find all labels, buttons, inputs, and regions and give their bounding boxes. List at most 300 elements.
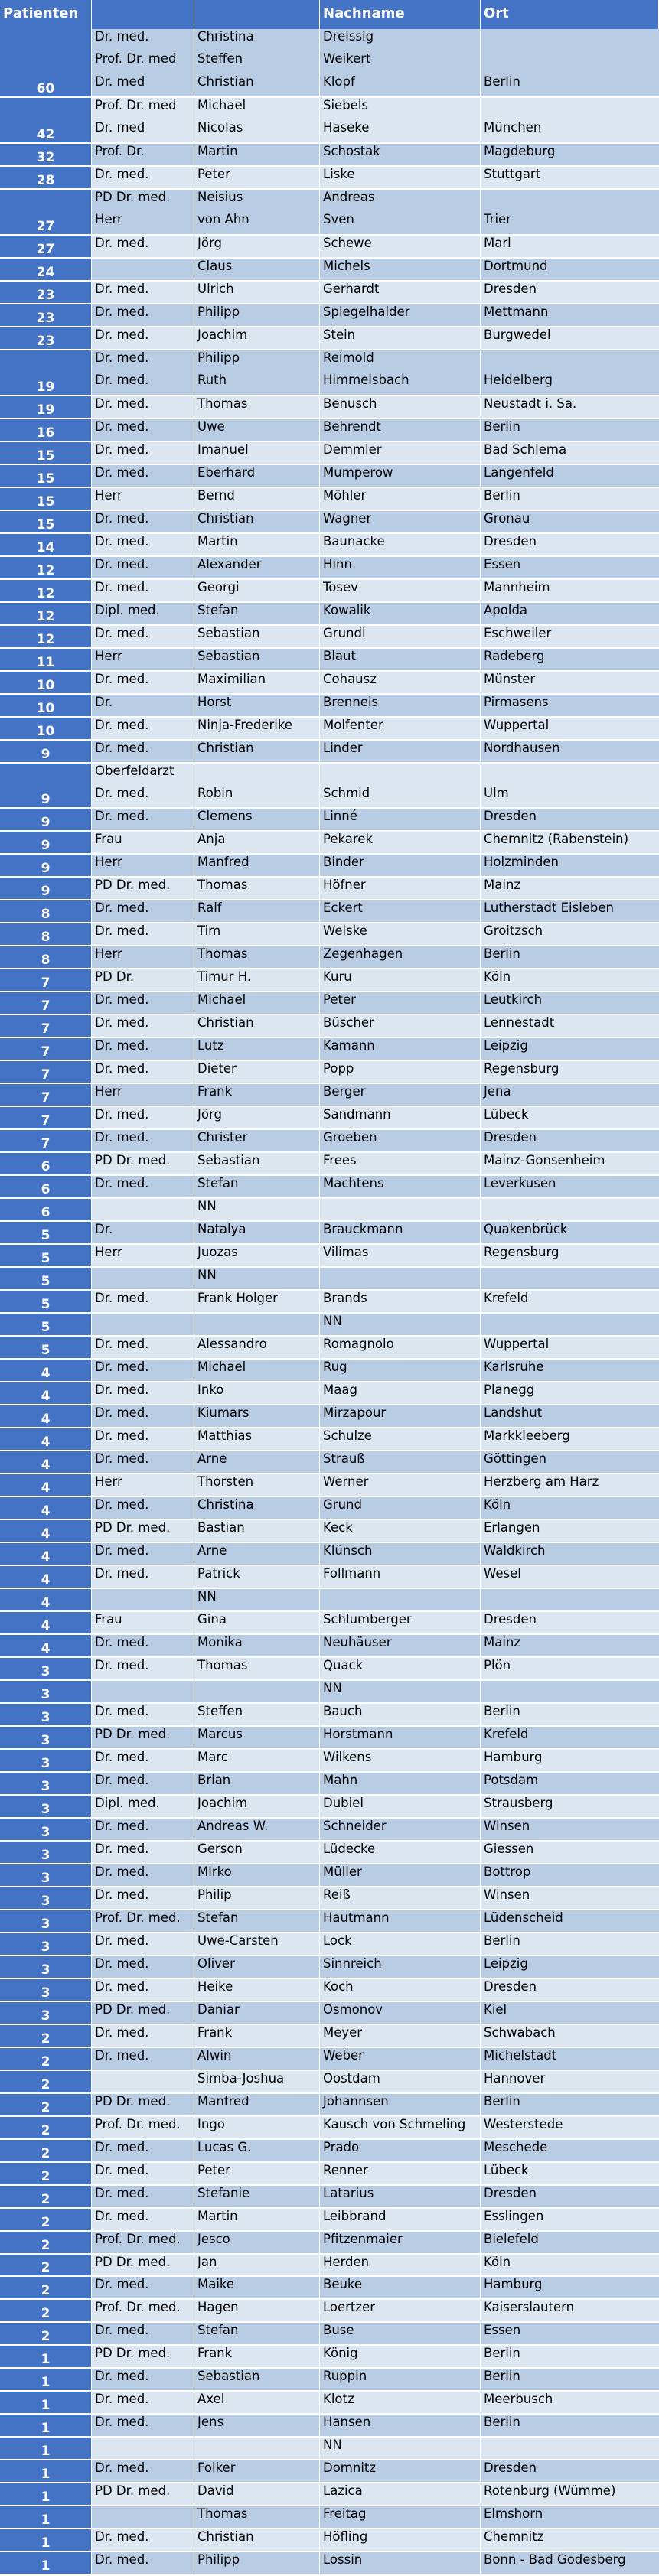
last-name-cell bbox=[320, 1543, 481, 1565]
last-name-text: Sandmann bbox=[323, 1107, 391, 1122]
city-cell bbox=[481, 2140, 659, 2161]
title-cell bbox=[92, 350, 194, 395]
table-header bbox=[0, 0, 659, 29]
city-cell bbox=[481, 1107, 659, 1128]
title-cell bbox=[92, 396, 194, 418]
city-text: Bielefeld bbox=[484, 2231, 539, 2246]
table-row bbox=[0, 557, 659, 580]
title-cell bbox=[92, 1222, 194, 1243]
title-cell bbox=[92, 741, 194, 762]
city-text: Hamburg bbox=[484, 1749, 543, 1764]
first-name-cell bbox=[194, 741, 320, 762]
first-name-text: Sebastian bbox=[197, 625, 260, 640]
city-cell bbox=[481, 900, 659, 922]
title-cell bbox=[92, 282, 194, 303]
title-text: PD Dr. med. bbox=[95, 189, 171, 204]
city-cell bbox=[481, 1428, 659, 1450]
table-row bbox=[0, 695, 659, 718]
last-name-text: Berger bbox=[323, 1084, 366, 1099]
city-text: Bonn - Bad Godesberg bbox=[484, 2552, 626, 2568]
title-cell bbox=[92, 649, 194, 670]
last-name-cell bbox=[320, 1314, 481, 1335]
first-name-text: Ulrich bbox=[197, 281, 234, 296]
first-name-cell bbox=[194, 1933, 320, 1955]
table-row bbox=[0, 1245, 659, 1268]
last-name-text: Hinn bbox=[323, 556, 352, 572]
table-row bbox=[0, 1360, 659, 1382]
city-text: Markkleeberg bbox=[484, 1428, 570, 1444]
table-row bbox=[0, 1842, 659, 1864]
last-name-cell bbox=[320, 442, 481, 464]
first-name-text: Sebastian bbox=[197, 1153, 260, 1168]
table-row bbox=[0, 1543, 659, 1566]
city-cell bbox=[481, 603, 659, 624]
city-cell bbox=[481, 2094, 659, 2115]
last-name-text: Lüdecke bbox=[323, 1841, 376, 1856]
title-text: Dr. med. bbox=[95, 396, 149, 411]
city-cell bbox=[481, 2369, 659, 2390]
last-name-text: Müller bbox=[323, 1864, 362, 1879]
city-text: Göttingen bbox=[484, 1451, 546, 1467]
title-cell bbox=[92, 1084, 194, 1106]
first-name-cell bbox=[194, 2552, 320, 2574]
last-name-cell bbox=[320, 969, 481, 991]
patient-count: 7 bbox=[0, 1130, 92, 1151]
patient-count: 5 bbox=[0, 1291, 92, 1312]
city-text: Kaiserslautern bbox=[484, 2300, 575, 2315]
city-text: Leutkirch bbox=[484, 992, 543, 1008]
table-row bbox=[0, 1451, 659, 1474]
last-name-cell bbox=[320, 2369, 481, 2390]
table-row bbox=[0, 304, 659, 327]
first-name-text: Heike bbox=[197, 1978, 233, 1994]
title-cell bbox=[92, 580, 194, 601]
first-name-text: Eberhard bbox=[197, 464, 256, 480]
first-name-cell bbox=[194, 167, 320, 188]
table-row bbox=[0, 2025, 659, 2048]
last-name-cell bbox=[320, 809, 481, 830]
patient-count: 2 bbox=[0, 2186, 92, 2207]
last-name-text: Quack bbox=[323, 1657, 364, 1672]
first-name-text: Arne bbox=[197, 1451, 227, 1467]
first-name-text: Horst bbox=[197, 694, 232, 709]
table-row bbox=[0, 1773, 659, 1796]
title-cell bbox=[92, 1382, 194, 1404]
last-name-text: Schewe bbox=[323, 235, 372, 250]
city-text: Apolda bbox=[484, 602, 528, 617]
header-nachname: Nachname bbox=[320, 0, 481, 29]
last-name-text: Stein bbox=[323, 327, 356, 342]
last-name-text: Dreissig bbox=[323, 29, 374, 44]
title-text: Herr bbox=[95, 487, 122, 503]
table-row bbox=[0, 465, 659, 488]
first-name-cell bbox=[194, 1819, 320, 1840]
table-row bbox=[0, 2415, 659, 2438]
last-name-text: Wagner bbox=[323, 510, 372, 526]
table-row bbox=[0, 1864, 659, 1887]
table-row bbox=[0, 718, 659, 741]
first-name-text: Peter bbox=[197, 2162, 230, 2177]
first-name-text: Martin bbox=[197, 143, 238, 158]
first-name-cell bbox=[194, 2048, 320, 2070]
last-name-text: Klünsch bbox=[323, 1542, 373, 1558]
first-name-text: Ninja-Frederike bbox=[197, 717, 293, 732]
first-name-text: Martin bbox=[197, 2208, 238, 2223]
last-name-text: Weiske bbox=[323, 923, 367, 939]
city-text: Hannover bbox=[484, 2070, 546, 2086]
first-name-cell bbox=[194, 1658, 320, 1679]
last-name-cell bbox=[320, 2323, 481, 2344]
first-name-cell bbox=[194, 144, 320, 165]
last-name-text: Grund bbox=[323, 1497, 362, 1513]
city-text: Bottrop bbox=[484, 1864, 531, 1879]
last-name-cell bbox=[320, 855, 481, 876]
table-row bbox=[0, 1061, 659, 1084]
patient-count: 1 bbox=[0, 2369, 92, 2390]
title-text: Dipl. med. bbox=[95, 1795, 160, 1810]
last-name-cell bbox=[320, 2277, 481, 2298]
first-name-cell bbox=[194, 2071, 320, 2092]
city-cell bbox=[481, 855, 659, 876]
title-cell bbox=[92, 2483, 194, 2505]
first-name-cell bbox=[194, 1061, 320, 1083]
last-name-cell bbox=[320, 2438, 481, 2459]
table-row bbox=[0, 2438, 659, 2460]
first-name-cell bbox=[194, 190, 320, 234]
first-name-text: Alessandro bbox=[197, 1337, 267, 1352]
patient-count: 7 bbox=[0, 1061, 92, 1083]
table-row bbox=[0, 2002, 659, 2025]
last-name-text: Vilimas bbox=[323, 1245, 369, 1260]
patient-count: 5 bbox=[0, 1314, 92, 1335]
last-name-text bbox=[323, 764, 477, 786]
city-cell bbox=[481, 649, 659, 670]
title-text: Dr. med. bbox=[95, 29, 149, 44]
last-name-text: Kuru bbox=[323, 969, 352, 985]
title-cell bbox=[92, 2094, 194, 2115]
city-text: Magdeburg bbox=[484, 143, 556, 158]
last-name-cell bbox=[320, 327, 481, 349]
city-cell bbox=[481, 672, 659, 693]
city-text: Planegg bbox=[484, 1382, 535, 1398]
first-name-text: Bernd bbox=[197, 487, 235, 503]
first-name-cell bbox=[194, 419, 320, 441]
first-name-cell bbox=[194, 1681, 320, 1702]
patient-count: 12 bbox=[0, 626, 92, 647]
city-cell bbox=[481, 488, 659, 510]
first-name-cell bbox=[194, 2209, 320, 2230]
patient-count: 2 bbox=[0, 2140, 92, 2161]
last-name-text: Bauch bbox=[323, 1703, 363, 1718]
title-text: Dr. med. bbox=[95, 533, 149, 549]
title-text bbox=[95, 2071, 191, 2092]
patient-count: 2 bbox=[0, 2117, 92, 2138]
table-row bbox=[0, 259, 659, 282]
first-name-cell bbox=[194, 1796, 320, 1817]
first-name-text: Thomas bbox=[197, 396, 248, 411]
first-name-text: Natalya bbox=[197, 1222, 246, 1237]
title-cell bbox=[92, 2529, 194, 2551]
city-cell bbox=[481, 2163, 659, 2184]
first-name-cell bbox=[194, 718, 320, 739]
city-text: Mainz-Gonsenheim bbox=[484, 1153, 605, 1168]
first-name-text: Mirko bbox=[197, 1864, 232, 1879]
city-text: Radeberg bbox=[484, 648, 545, 663]
city-text: Bad Schlema bbox=[484, 441, 567, 457]
title-cell bbox=[92, 1750, 194, 1771]
first-name-cell bbox=[194, 1153, 320, 1174]
table-row bbox=[0, 2369, 659, 2392]
title-text bbox=[95, 1268, 191, 1289]
last-name-text: Zegenhagen bbox=[323, 946, 403, 962]
last-name-cell bbox=[320, 1910, 481, 1932]
first-name-cell bbox=[194, 1405, 320, 1427]
last-name-cell bbox=[320, 580, 481, 601]
last-name-text: Brenneis bbox=[323, 694, 379, 709]
first-name-cell bbox=[194, 923, 320, 945]
first-name-text: Jesco bbox=[197, 2231, 230, 2246]
last-name-text: Reimold bbox=[323, 350, 374, 365]
title-cell bbox=[92, 1428, 194, 1450]
last-name-text: Oostdam bbox=[323, 2070, 380, 2086]
last-name-cell bbox=[320, 1704, 481, 1725]
table-row bbox=[0, 2255, 659, 2278]
title-text bbox=[95, 259, 191, 280]
first-name-text: Philip bbox=[197, 1887, 232, 1902]
title-text: Dr. med. bbox=[95, 1634, 149, 1649]
city-text: Mannheim bbox=[484, 579, 550, 594]
last-name-text: Mumperow bbox=[323, 464, 393, 480]
patient-count: 5 bbox=[0, 1245, 92, 1266]
city-cell bbox=[481, 2048, 659, 2070]
city-text bbox=[484, 764, 656, 786]
table-row bbox=[0, 442, 659, 465]
last-name-text: Behrendt bbox=[323, 418, 381, 434]
city-cell bbox=[481, 2483, 659, 2505]
last-name-text: NN bbox=[323, 1314, 342, 1329]
city-text: Langenfeld bbox=[484, 464, 554, 480]
first-name-cell bbox=[194, 1015, 320, 1037]
patient-count: 1 bbox=[0, 2506, 92, 2528]
title-text: Dr. bbox=[95, 694, 113, 709]
city-text: Dresden bbox=[484, 1130, 537, 1145]
last-name-cell bbox=[320, 1153, 481, 1174]
title-text: Dr. med. bbox=[95, 671, 149, 686]
last-name-cell bbox=[320, 2002, 481, 2024]
title-text: Dr. med. bbox=[95, 464, 149, 480]
title-text: Dr. med. bbox=[95, 2369, 149, 2384]
city-text: Regensburg bbox=[484, 1061, 559, 1076]
last-name-text: Höfling bbox=[323, 2529, 368, 2545]
table-row bbox=[0, 1382, 659, 1405]
title-text: Dr. med. bbox=[95, 2208, 149, 2223]
last-name-text: Michels bbox=[323, 258, 370, 273]
last-name-text: Binder bbox=[323, 855, 364, 870]
first-name-cell bbox=[194, 649, 320, 670]
last-name-text: Kamann bbox=[323, 1038, 375, 1054]
first-name-cell bbox=[194, 1566, 320, 1588]
city-text bbox=[484, 350, 656, 373]
city-text: Marl bbox=[484, 235, 511, 250]
city-text: Trier bbox=[484, 211, 511, 226]
last-name-cell bbox=[320, 1842, 481, 1863]
title-cell bbox=[92, 1842, 194, 1863]
patient-count: 3 bbox=[0, 1956, 92, 1978]
last-name-text: Schneider bbox=[323, 1818, 387, 1833]
title-text: PD Dr. med. bbox=[95, 1520, 171, 1535]
city-text: Köln bbox=[484, 969, 511, 985]
patient-count: 9 bbox=[0, 855, 92, 876]
city-text: Lüdenscheid bbox=[484, 1910, 563, 1925]
last-name-cell bbox=[320, 1819, 481, 1840]
title-text: Herr bbox=[95, 648, 122, 663]
first-name-cell bbox=[194, 946, 320, 968]
city-text: München bbox=[484, 119, 542, 135]
last-name-text: Blaut bbox=[323, 648, 356, 663]
city-text bbox=[484, 98, 656, 120]
title-text: Prof. Dr. med. bbox=[95, 1910, 181, 1925]
table-row bbox=[0, 396, 659, 419]
patient-count: 10 bbox=[0, 695, 92, 716]
city-cell bbox=[481, 2460, 659, 2482]
title-text: Dr. med. bbox=[95, 1360, 149, 1375]
title-text: Dr. med. bbox=[95, 2047, 149, 2063]
header-ort: Ort bbox=[481, 0, 659, 29]
patient-count: 4 bbox=[0, 1612, 92, 1633]
last-name-cell bbox=[320, 1796, 481, 1817]
title-text: Dr. med. bbox=[95, 1015, 149, 1031]
last-name-cell bbox=[320, 2140, 481, 2161]
patient-count: 15 bbox=[0, 488, 92, 510]
city-cell bbox=[481, 946, 659, 968]
first-name-cell bbox=[194, 534, 320, 555]
city-cell bbox=[481, 557, 659, 578]
first-name-text: Brian bbox=[197, 1772, 231, 1787]
last-name-text: Johannsen bbox=[323, 2093, 389, 2109]
title-text: Dr. med. bbox=[95, 785, 149, 800]
patient-count: 19 bbox=[0, 350, 92, 395]
title-cell bbox=[92, 1314, 194, 1335]
city-text: Esslingen bbox=[484, 2208, 544, 2223]
city-cell bbox=[481, 1864, 659, 1886]
table-row bbox=[0, 1612, 659, 1635]
table-row bbox=[0, 1589, 659, 1612]
table-row bbox=[0, 1337, 659, 1360]
last-name-cell bbox=[320, 672, 481, 693]
title-cell bbox=[92, 1543, 194, 1565]
patient-count: 2 bbox=[0, 2255, 92, 2276]
table-row bbox=[0, 1222, 659, 1245]
city-text: Berlin bbox=[484, 418, 520, 434]
first-name-text: Claus bbox=[197, 258, 233, 273]
title-text: Dr. med. bbox=[95, 350, 149, 365]
first-name-text: Maike bbox=[197, 2277, 235, 2292]
city-text: Berlin bbox=[484, 946, 520, 962]
table-row bbox=[0, 2392, 659, 2415]
first-name-cell bbox=[194, 1727, 320, 1748]
table-row bbox=[0, 2506, 659, 2529]
city-text: Westerstede bbox=[484, 2116, 563, 2131]
title-text: Dr. med. bbox=[95, 1933, 149, 1948]
patient-count: 4 bbox=[0, 1635, 92, 1656]
title-text: Herr bbox=[95, 1084, 122, 1099]
last-name-text: Freitag bbox=[323, 2506, 367, 2522]
table-row bbox=[0, 1015, 659, 1038]
title-cell bbox=[92, 2232, 194, 2253]
first-name-text: Christian bbox=[197, 73, 254, 89]
city-cell bbox=[481, 190, 659, 234]
city-text: Berlin bbox=[484, 2346, 520, 2361]
last-name-text: NN bbox=[323, 1680, 342, 1695]
table-row bbox=[0, 1038, 659, 1061]
first-name-cell bbox=[194, 1360, 320, 1381]
patient-count: 2 bbox=[0, 2232, 92, 2253]
title-cell bbox=[92, 98, 194, 142]
city-cell bbox=[481, 1543, 659, 1565]
first-name-text: Anja bbox=[197, 832, 226, 847]
first-name-text: Stefanie bbox=[197, 2185, 250, 2200]
title-text: Dr. med. bbox=[95, 304, 149, 319]
city-cell bbox=[481, 1750, 659, 1771]
table-row bbox=[0, 2140, 659, 2163]
patient-count: 12 bbox=[0, 557, 92, 578]
first-name-cell bbox=[194, 1497, 320, 1519]
title-cell bbox=[92, 511, 194, 532]
city-cell bbox=[481, 1337, 659, 1358]
city-cell bbox=[481, 1887, 659, 1909]
title-text: Dr. med. bbox=[95, 1382, 149, 1398]
city-cell bbox=[481, 1360, 659, 1381]
first-name-text: Matthias bbox=[197, 1428, 253, 1444]
last-name-text: Benusch bbox=[323, 396, 377, 411]
city-cell bbox=[481, 1704, 659, 1725]
title-text: Dr. med. bbox=[95, 1451, 149, 1467]
city-text bbox=[484, 1681, 656, 1702]
city-text: Mainz bbox=[484, 1634, 521, 1649]
first-name-cell bbox=[194, 396, 320, 418]
header-patienten: Patienten bbox=[0, 0, 92, 29]
city-cell bbox=[481, 1061, 659, 1083]
last-name-cell bbox=[320, 1612, 481, 1633]
title-text bbox=[95, 1199, 191, 1220]
last-name-cell bbox=[320, 1291, 481, 1312]
first-name-text: Steffen bbox=[197, 1703, 243, 1718]
title-cell bbox=[92, 1773, 194, 1794]
table-row bbox=[0, 2346, 659, 2369]
last-name-cell bbox=[320, 603, 481, 624]
city-cell bbox=[481, 1199, 659, 1220]
title-cell bbox=[92, 442, 194, 464]
first-name-text: Christian bbox=[197, 2529, 254, 2545]
last-name-text: NN bbox=[323, 2438, 342, 2453]
patient-count: 2 bbox=[0, 2277, 92, 2298]
title-text: Dr. med. bbox=[95, 2460, 149, 2476]
table-row bbox=[0, 946, 659, 969]
city-cell bbox=[481, 1910, 659, 1932]
first-name-text: Tim bbox=[197, 923, 221, 939]
city-text: Essen bbox=[484, 2323, 521, 2338]
title-text: Dr. med. bbox=[95, 1864, 149, 1879]
title-text: Dr. med. bbox=[95, 923, 149, 939]
city-text: Dresden bbox=[484, 2185, 537, 2200]
first-name-cell bbox=[194, 2438, 320, 2459]
title-cell bbox=[92, 1337, 194, 1358]
title-text bbox=[95, 2438, 191, 2459]
last-name-text: Kausch von Schmeling bbox=[323, 2116, 466, 2131]
title-cell bbox=[92, 1268, 194, 1289]
title-cell bbox=[92, 1405, 194, 1427]
city-cell bbox=[481, 1015, 659, 1037]
